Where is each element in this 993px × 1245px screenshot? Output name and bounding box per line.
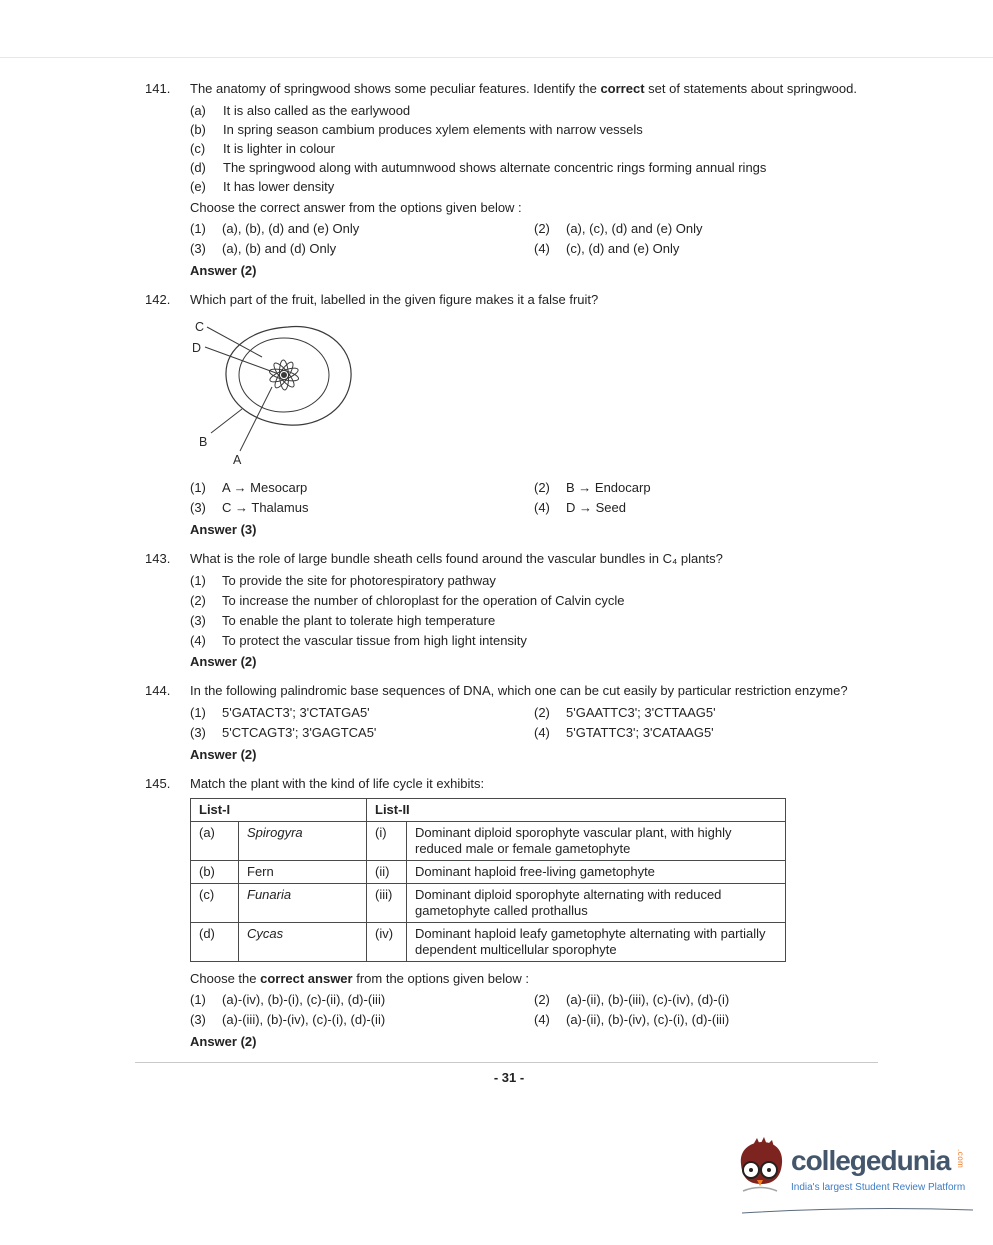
option-label: (3) [190, 613, 206, 628]
row-description: Dominant haploid leafy gametophyte alternating with partially dependent multicellular sporophyte [407, 923, 786, 962]
options-list [190, 571, 873, 650]
option-label: (4) [534, 241, 550, 256]
option-label: (4) [534, 725, 550, 740]
question-text: Match the plant with the kind of life cycle it exhibits: [190, 776, 485, 791]
question-144 [145, 681, 873, 764]
option-label: (1) [190, 221, 206, 236]
option-label: (2) [190, 593, 206, 608]
option-2 [190, 591, 873, 610]
question-text [190, 79, 873, 98]
question-145 [145, 774, 873, 1051]
option-2 [534, 703, 873, 722]
row-plant-name: Fern [239, 861, 367, 884]
statement-label: (a) [190, 103, 206, 118]
brand-name: collegedunia [791, 1145, 951, 1176]
option-text: (a)-(iv), (b)-(i), (c)-(ii), (d)-(iii) [222, 992, 386, 1007]
option-2 [534, 219, 873, 238]
option-label: (1) [190, 480, 206, 495]
option-label: (4) [534, 1012, 550, 1027]
option-3 [190, 498, 534, 517]
match-table [190, 798, 786, 962]
question-number: 145. [145, 776, 171, 791]
options-grid [190, 703, 873, 743]
option-3 [190, 239, 534, 258]
row-left-label: (c) [191, 884, 239, 923]
option-text: (a)-(ii), (b)-(iii), (c)-(iv), (d)-(i) [566, 992, 730, 1007]
list-1-header: List-I [191, 799, 367, 822]
option-4 [190, 631, 873, 650]
table-header-row [191, 799, 786, 822]
bottom-rule [135, 1062, 878, 1063]
statement-label: (c) [190, 141, 206, 156]
option-text: (a), (b), (d) and (e) Only [222, 221, 360, 236]
option-3 [190, 611, 873, 630]
figure-label-a: A [233, 453, 242, 467]
options-grid [190, 219, 873, 259]
option-text: (c), (d) and (e) Only [566, 241, 680, 256]
option-text: To protect the vascular tissue from high light intensity [222, 633, 527, 648]
options-grid [190, 990, 873, 1030]
option-label: (3) [190, 241, 206, 256]
page-content [145, 79, 873, 1061]
top-rule [0, 57, 993, 58]
statement-text: In spring season cambium produces xylem elements with narrow vessels [223, 122, 643, 137]
option-4 [534, 239, 873, 258]
row-right-label: (iii) [367, 884, 407, 923]
option-label: (4) [534, 500, 550, 515]
figure-label-c: C [195, 320, 205, 334]
statement-e [190, 177, 873, 196]
page-number: - 31 - [493, 1070, 525, 1085]
row-plant-name: Spirogyra [239, 822, 367, 861]
row-description: Dominant diploid sporophyte alternating with reduced gametophyte called prothallus [407, 884, 786, 923]
table-row-d [191, 923, 786, 962]
brand-tagline: India's largest Student Review Platform [791, 1182, 966, 1193]
option-text: B → Endocarp [566, 480, 651, 495]
statement-text: It is lighter in colour [223, 141, 335, 156]
option-3 [190, 1010, 534, 1029]
brand-tld: .com [956, 1149, 966, 1169]
statement-a [190, 101, 873, 120]
option-label: (2) [534, 992, 550, 1007]
option-label: (3) [190, 500, 206, 515]
figure-label-b: B [199, 435, 208, 449]
option-text: 5'GATACT3'; 3'CTATGA5' [222, 705, 370, 720]
row-right-label: (iv) [367, 923, 407, 962]
question-text: What is the role of large bundle sheath cells found around the vascular bundles in C₄ plants? [190, 551, 723, 566]
question-text-pre: The anatomy of springwood shows some peculiar features. Identify the [190, 81, 601, 96]
option-text: A → Mesocarp [222, 480, 308, 495]
option-3 [190, 723, 534, 742]
option-label: (2) [534, 705, 550, 720]
table-row-b [191, 861, 786, 884]
option-text: (a), (c), (d) and (e) Only [566, 221, 703, 236]
answer-line: Answer (2) [190, 654, 257, 669]
choose-line: Choose the correct answer from the options given below : [190, 971, 529, 986]
options-grid [190, 478, 873, 518]
brand-text [791, 1146, 970, 1197]
option-text: (a), (b) and (d) Only [222, 241, 337, 256]
option-text: (a)-(ii), (b)-(iv), (c)-(i), (d)-(iii) [566, 1012, 730, 1027]
option-4 [534, 498, 873, 517]
statement-text: The springwood along with autumnwood shows alternate concentric rings forming annual rings [223, 160, 767, 175]
row-description: Dominant haploid free-living gametophyte [407, 861, 786, 884]
fruit-figure [190, 315, 873, 472]
table-row-a [191, 822, 786, 861]
question-text: Which part of the fruit, labelled in the given figure makes it a false fruit? [190, 292, 599, 307]
row-left-label: (d) [191, 923, 239, 962]
brand-swoosh [740, 1204, 975, 1216]
question-text-post: set of statements about springwood. [644, 81, 857, 96]
question-142 [145, 290, 873, 539]
question-number: 144. [145, 683, 171, 698]
option-label: (1) [190, 573, 206, 588]
statement-text: It is also called as the earlywood [223, 103, 411, 118]
question-number: 142. [145, 292, 171, 307]
question-text-bold: correct [600, 81, 645, 96]
option-label: (2) [534, 221, 550, 236]
option-text: D → Seed [566, 500, 626, 515]
statement-label: (b) [190, 122, 206, 137]
option-label: (1) [190, 705, 206, 720]
option-text: 5'GAATTC3'; 3'CTTAAG5' [566, 705, 716, 720]
statement-text: It has lower density [223, 179, 335, 194]
statement-label: (d) [190, 160, 206, 175]
row-plant-name: Cycas [239, 923, 367, 962]
figure-label-d: D [192, 341, 202, 355]
option-label: (2) [534, 480, 550, 495]
question-text: In the following palindromic base sequences of DNA, which one can be cut easily by particular restriction enzyme? [190, 683, 848, 698]
question-143 [145, 549, 873, 671]
option-text: To enable the plant to tolerate high temperature [222, 613, 496, 628]
option-label: (4) [190, 633, 206, 648]
option-text: (a)-(iii), (b)-(iv), (c)-(i), (d)-(ii) [222, 1012, 386, 1027]
option-1 [190, 571, 873, 590]
answer-line: Answer (2) [190, 747, 257, 762]
statement-d [190, 158, 873, 177]
option-1 [190, 990, 534, 1009]
row-left-label: (a) [191, 822, 239, 861]
option-2 [534, 990, 873, 1009]
option-1 [190, 478, 534, 497]
answer-line: Answer (2) [190, 263, 257, 278]
row-plant-name: Funaria [239, 884, 367, 923]
option-text: 5'GTATTC3'; 3'CATAAG5' [566, 725, 714, 740]
question-number: 141. [145, 81, 171, 96]
option-text: C → Thalamus [222, 500, 309, 515]
option-1 [190, 703, 534, 722]
row-right-label: (i) [367, 822, 407, 861]
option-4 [534, 723, 873, 742]
statement-label: (e) [190, 179, 206, 194]
option-label: (3) [190, 1012, 206, 1027]
choose-line: Choose the correct answer from the options given below : [190, 200, 522, 215]
row-right-label: (ii) [367, 861, 407, 884]
row-left-label: (b) [191, 861, 239, 884]
row-description: Dominant diploid sporophyte vascular plant, with highly reduced male or female gametophyte [407, 822, 786, 861]
option-text: To provide the site for photorespiratory pathway [222, 573, 496, 588]
question-number: 143. [145, 551, 171, 566]
statement-b [190, 120, 873, 139]
brand-logo [733, 1136, 973, 1197]
answer-line: Answer (2) [190, 1034, 257, 1049]
option-label: (1) [190, 992, 206, 1007]
option-1 [190, 219, 534, 238]
table-row-c [191, 884, 786, 923]
statement-c [190, 139, 873, 158]
option-2 [534, 478, 873, 497]
option-text: To increase the number of chloroplast for the operation of Calvin cycle [222, 593, 625, 608]
option-label: (3) [190, 725, 206, 740]
option-4 [534, 1010, 873, 1029]
question-141 [145, 79, 873, 280]
answer-line: Answer (3) [190, 522, 257, 537]
option-text: 5'CTCAGT3'; 3'GAGTCA5' [222, 725, 377, 740]
brand-mascot-icon [733, 1136, 787, 1196]
list-2-header: List-II [367, 799, 786, 822]
